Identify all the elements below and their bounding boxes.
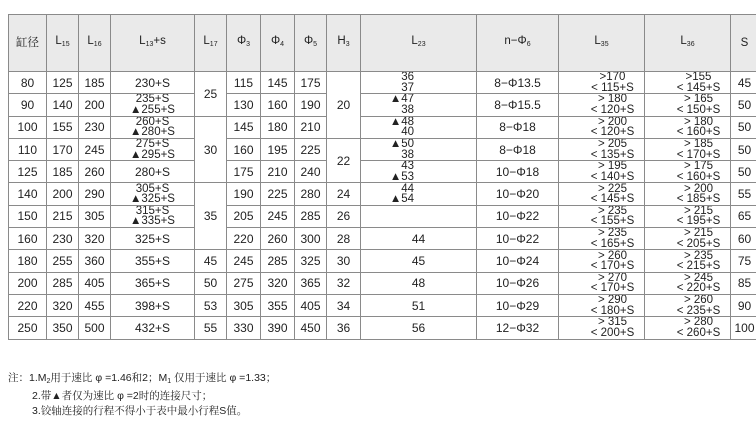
header-phi3: $\Phi_3$ [227, 15, 261, 72]
cell-phi5: 325 [295, 250, 327, 272]
table-row [9, 183, 756, 205]
cell-bore: 110 [9, 138, 47, 160]
cell-L35 [559, 183, 645, 205]
cell-L36-max: < 205+S [676, 237, 721, 250]
cell-L23 [361, 72, 477, 94]
cell-phi3: 130 [227, 94, 261, 116]
cell-L35-min: > 225 [597, 182, 628, 195]
cell-nphi6: 8−Φ18 [477, 116, 559, 138]
table-row [9, 138, 756, 160]
cell-S: 55 [731, 183, 756, 205]
cell-nphi6: 8−Φ13.5 [477, 72, 559, 94]
cell-L15: 185 [47, 161, 79, 183]
cell-L15: 155 [47, 116, 79, 138]
cell-L35-min: > 315 [597, 316, 628, 329]
cell-phi3: 275 [227, 272, 261, 294]
cell-L23-line1: 44 [401, 182, 414, 195]
header-phi5: $\Phi_5$ [295, 15, 327, 72]
cell-L13s: 365+S [111, 272, 195, 294]
cell-L35-min: >170 [599, 71, 626, 84]
cell-S: 50 [731, 138, 756, 160]
cell-L15: 285 [47, 272, 79, 294]
cell-L36 [645, 138, 731, 160]
cell-L13s-line2: ▲335+S [130, 215, 175, 228]
cell-phi3: 115 [227, 72, 261, 94]
cell-L16: 245 [79, 138, 111, 160]
cell-L16: 305 [79, 205, 111, 227]
cell-L35 [559, 94, 645, 116]
cell-L13s: 432+S [111, 317, 195, 339]
cell-bore: 150 [9, 205, 47, 227]
cell-phi3: 245 [227, 250, 261, 272]
cell-L23: 44 [361, 228, 477, 250]
cell-L13s: 325+S [111, 228, 195, 250]
cell-L35-max: < 120+S [590, 126, 635, 139]
cell-L17: 25 [195, 72, 227, 117]
cell-L35-min: > 205 [597, 138, 628, 151]
cell-L36-min: > 175 [683, 160, 714, 173]
cell-L13s [111, 205, 195, 227]
cell-L35 [559, 138, 645, 160]
cell-phi4: 225 [261, 183, 295, 205]
cell-L35 [559, 317, 645, 339]
cell-L36-min: > 245 [683, 272, 714, 284]
cell-bore: 250 [9, 317, 47, 339]
cell-L35-max: < 115+S [591, 81, 634, 94]
cell-L13s: 230+S [111, 72, 195, 94]
cell-L36 [645, 317, 731, 339]
cell-L36-min: > 200 [683, 182, 714, 195]
cell-H3: 20 [327, 72, 361, 139]
cell-H3: 32 [327, 272, 361, 294]
cell-L35 [559, 116, 645, 138]
cell-nphi6: 10−Φ18 [477, 161, 559, 183]
cell-L36-max: < 160+S [676, 126, 721, 139]
cell-L23: 56 [361, 317, 477, 339]
cell-L23-line1: ▲47 [389, 93, 414, 106]
cell-H3: 34 [327, 294, 361, 316]
cell-L36 [645, 228, 731, 250]
header-L36: $L_{36}$ [645, 15, 731, 72]
table-row [9, 294, 756, 316]
cell-phi4: 355 [261, 294, 295, 316]
cell-L35-min: > 290 [597, 294, 628, 307]
cell-phi5: 405 [295, 294, 327, 316]
cell-L35-max: < 165+S [590, 237, 635, 250]
cell-L16: 185 [79, 72, 111, 94]
header-L13s: $L_{13}+s$ [111, 15, 195, 72]
cell-bore: 90 [9, 94, 47, 116]
cell-bore: 200 [9, 272, 47, 294]
cell-nphi6: 10−Φ20 [477, 183, 559, 205]
cell-phi3: 190 [227, 183, 261, 205]
cell-L35 [559, 294, 645, 316]
cell-phi4: 210 [261, 161, 295, 183]
cell-nphi6: 10−Φ29 [477, 294, 559, 316]
cell-phi5: 450 [295, 317, 327, 339]
header-bore: 缸径 [9, 15, 47, 72]
table-row [9, 72, 756, 94]
cell-S: 50 [731, 161, 756, 183]
cell-phi5: 240 [295, 161, 327, 183]
cell-L35-max: < 140+S [590, 170, 635, 183]
cell-L15: 125 [47, 72, 79, 94]
cell-L17: 53 [195, 294, 227, 316]
cell-L16: 260 [79, 161, 111, 183]
cell-nphi6: 12−Φ32 [477, 317, 559, 339]
cell-L17: 45 [195, 250, 227, 272]
cell-phi3: 330 [227, 317, 261, 339]
cell-phi5: 365 [295, 272, 327, 294]
cell-L13s [111, 116, 195, 138]
cell-phi3: 160 [227, 138, 261, 160]
cell-L36-min: > 215 [683, 227, 714, 240]
table-row [9, 317, 756, 339]
cell-L17: 30 [195, 116, 227, 183]
cell-L36-min: > 215 [683, 205, 714, 217]
cell-phi5: 280 [295, 183, 327, 205]
cell-L36 [645, 205, 731, 227]
cell-L36-min: > 180 [683, 116, 714, 128]
header-H3: $H_3$ [327, 15, 361, 72]
cell-L35-max: < 155+S [590, 215, 635, 228]
cell-nphi6: 10−Φ22 [477, 205, 559, 227]
cell-H3: 28 [327, 228, 361, 250]
cell-bore: 80 [9, 72, 47, 94]
cell-L35-max: < 170+S [590, 282, 635, 295]
cell-phi4: 145 [261, 72, 295, 94]
cell-phi5: 285 [295, 205, 327, 227]
cell-L13s [111, 138, 195, 160]
cell-L23: 48 [361, 272, 477, 294]
cell-S: 85 [731, 272, 756, 294]
footnotes [8, 371, 276, 419]
cell-S: 100 [731, 317, 756, 339]
cell-L36-min: > 185 [683, 138, 714, 151]
cell-L23-line2: 38 [401, 148, 414, 161]
cell-H3: 26 [327, 205, 361, 227]
cell-phi5: 225 [295, 138, 327, 160]
cell-phi5: 190 [295, 94, 327, 116]
cell-L23-line2: ▲54 [389, 193, 414, 206]
cell-L36 [645, 272, 731, 294]
cell-phi4: 390 [261, 317, 295, 339]
cell-phi3: 175 [227, 161, 261, 183]
cell-L13s-line2: ▲255+S [130, 103, 175, 116]
cell-L13s: 398+S [111, 294, 195, 316]
cell-L13s-line2: ▲280+S [130, 126, 175, 139]
table-row [9, 94, 756, 116]
cell-L13s-line1: 235+S [135, 93, 170, 106]
cell-L15: 140 [47, 94, 79, 116]
cell-S: 75 [731, 250, 756, 272]
cell-L13s: 355+S [111, 250, 195, 272]
cell-L36-max: < 150+S [676, 103, 721, 116]
cell-L35-min: > 270 [597, 272, 628, 284]
cell-L23 [361, 161, 477, 183]
cell-L35-max: < 180+S [590, 304, 635, 317]
cell-L36-max: < 195+S [676, 215, 721, 228]
table-row [9, 272, 756, 294]
cell-L23-line1: ▲48 [389, 116, 414, 128]
note-2: 2.带▲者仅为速比 φ =2时的连接尺寸； [32, 390, 213, 402]
cell-L35 [559, 228, 645, 250]
cell-L15: 350 [47, 317, 79, 339]
cell-L36-max: < 160+S [676, 170, 721, 183]
cell-L13s: 280+S [111, 161, 195, 183]
cell-L16: 320 [79, 228, 111, 250]
header-phi4: $\Phi_4$ [261, 15, 295, 72]
cell-L36-max: < 215+S [676, 260, 721, 273]
cell-L36 [645, 116, 731, 138]
header-L35: $L_{35}$ [559, 15, 645, 72]
cell-H3: 24 [327, 183, 361, 205]
cell-L36-max: < 220+S [676, 282, 721, 295]
cell-L23-line2: 37 [401, 81, 414, 94]
cell-L23-line2: 38 [401, 103, 414, 116]
table-row [9, 161, 756, 183]
table-row [9, 205, 756, 227]
cell-phi4: 320 [261, 272, 295, 294]
cell-L23 [361, 116, 477, 138]
cell-L15: 255 [47, 250, 79, 272]
cell-L23: 45 [361, 250, 477, 272]
cell-L36-max: < 185+S [676, 193, 721, 206]
header-L15: $L_{15}$ [47, 15, 79, 72]
cell-S: 45 [731, 72, 756, 94]
cell-nphi6: 10−Φ24 [477, 250, 559, 272]
header-nphi6: $n-\Phi_6$ [477, 15, 559, 72]
cell-phi4: 285 [261, 250, 295, 272]
cell-L16: 500 [79, 317, 111, 339]
cell-nphi6: 8−Φ15.5 [477, 94, 559, 116]
cell-L15: 320 [47, 294, 79, 316]
cell-S: 60 [731, 228, 756, 250]
header-S: S [731, 15, 756, 72]
cell-L36-min: > 235 [683, 249, 714, 262]
cell-L23-line1: 43 [401, 160, 414, 173]
note-3: 3.铰轴连接的行程不得小于表中最小行程S值。 [32, 405, 248, 417]
cell-phi3: 305 [227, 294, 261, 316]
cell-L23 [361, 138, 477, 160]
cell-L35-min: > 235 [597, 227, 628, 240]
cell-L13s-line1: 315+S [135, 205, 170, 217]
cell-S: 90 [731, 294, 756, 316]
cell-L36 [645, 294, 731, 316]
header-L23: $L_{23}$ [361, 15, 477, 72]
cell-L36 [645, 72, 731, 94]
cell-L15: 230 [47, 228, 79, 250]
cell-L35-min: > 235 [597, 205, 628, 217]
cell-L15: 200 [47, 183, 79, 205]
cell-L35-max: < 145+S [590, 193, 635, 206]
cell-L35 [559, 250, 645, 272]
header-L17: $L_{17}$ [195, 15, 227, 72]
cell-L35-min: > 180 [597, 93, 628, 106]
cell-phi4: 180 [261, 116, 295, 138]
cell-L23: 51 [361, 294, 477, 316]
cell-L36-max: < 170+S [676, 148, 721, 161]
cell-L17: 55 [195, 317, 227, 339]
cell-L16: 360 [79, 250, 111, 272]
cell-L23-line1: 36 [401, 71, 414, 84]
cell-L23-line2: ▲53 [389, 170, 414, 183]
cell-bore: 180 [9, 250, 47, 272]
cell-L35-max: < 200+S [590, 326, 635, 339]
cell-bore: 220 [9, 294, 47, 316]
note-1: 注：$1.M_2$用于速比 φ =1.46和2；$M_1$ 仅用于速比 φ =1.33； [8, 372, 277, 385]
cell-L36-min: >155 [685, 71, 712, 84]
cell-L23 [361, 183, 477, 205]
cell-L35-max: < 135+S [590, 148, 635, 161]
cell-nphi6: 8−Φ18 [477, 138, 559, 160]
cell-bore: 100 [9, 116, 47, 138]
cell-L35-min: > 195 [597, 160, 628, 173]
table-row [9, 228, 756, 250]
cell-L36 [645, 250, 731, 272]
cell-H3: 22 [327, 138, 361, 183]
cell-L36 [645, 183, 731, 205]
cell-phi3: 220 [227, 228, 261, 250]
cell-L15: 215 [47, 205, 79, 227]
cell-phi5: 175 [295, 72, 327, 94]
cell-phi4: 260 [261, 228, 295, 250]
cell-L36-max: < 145+S [676, 81, 721, 94]
cell-L15: 170 [47, 138, 79, 160]
table-row [9, 116, 756, 138]
cell-L36-max: < 260+S [676, 326, 721, 339]
header-L16: $L_{16}$ [79, 15, 111, 72]
cell-L35 [559, 161, 645, 183]
cell-phi3: 145 [227, 116, 261, 138]
cell-S: 50 [731, 116, 756, 138]
cell-nphi6: 10−Φ26 [477, 272, 559, 294]
cell-L13s-line1: 305+S [135, 182, 170, 195]
cell-phi4: 245 [261, 205, 295, 227]
cell-L13s [111, 94, 195, 116]
cell-L35-max: < 170+S [590, 260, 635, 273]
cell-L35-min: > 260 [597, 249, 628, 262]
cell-L35-max: < 120+S [590, 103, 635, 116]
cell-L23-line2: 40 [401, 126, 414, 139]
cell-H3: 30 [327, 250, 361, 272]
cell-phi5: 300 [295, 228, 327, 250]
cell-L16: 230 [79, 116, 111, 138]
cell-L23-line1: ▲50 [389, 138, 414, 151]
cell-L13s-line2: ▲325+S [130, 193, 175, 206]
cell-L35 [559, 205, 645, 227]
cell-L36-min: > 165 [683, 93, 714, 106]
cell-L13s-line2: ▲295+S [130, 148, 175, 161]
cell-L36 [645, 94, 731, 116]
dimension-table [8, 14, 755, 354]
cell-phi3: 205 [227, 205, 261, 227]
cell-phi4: 160 [261, 94, 295, 116]
cell-L23 [361, 94, 477, 116]
cell-phi5: 210 [295, 116, 327, 138]
cell-L36-min: > 280 [683, 316, 714, 329]
cell-L35 [559, 72, 645, 94]
cell-L36 [645, 161, 731, 183]
cell-L36-max: < 235+S [676, 304, 721, 317]
cell-L13s-line1: 260+S [135, 116, 170, 128]
table-row [9, 250, 756, 272]
cell-L16: 290 [79, 183, 111, 205]
cell-L17: 50 [195, 272, 227, 294]
cell-L35-min: > 200 [597, 116, 628, 128]
cell-bore: 140 [9, 183, 47, 205]
cell-L13s [111, 183, 195, 205]
cell-S: 65 [731, 205, 756, 227]
cell-bore: 125 [9, 161, 47, 183]
cell-L23 [361, 205, 477, 227]
cell-phi4: 195 [261, 138, 295, 160]
cell-nphi6: 10−Φ22 [477, 228, 559, 250]
cell-L36-min: > 260 [683, 294, 714, 307]
cell-L16: 200 [79, 94, 111, 116]
header-row [9, 15, 756, 72]
cell-S: 50 [731, 94, 756, 116]
cell-L17: 35 [195, 183, 227, 250]
cell-L35 [559, 272, 645, 294]
cell-bore: 160 [9, 228, 47, 250]
cell-H3: 36 [327, 317, 361, 339]
cell-L16: 405 [79, 272, 111, 294]
cell-L16: 455 [79, 294, 111, 316]
cell-L13s-line1: 275+S [135, 138, 170, 151]
